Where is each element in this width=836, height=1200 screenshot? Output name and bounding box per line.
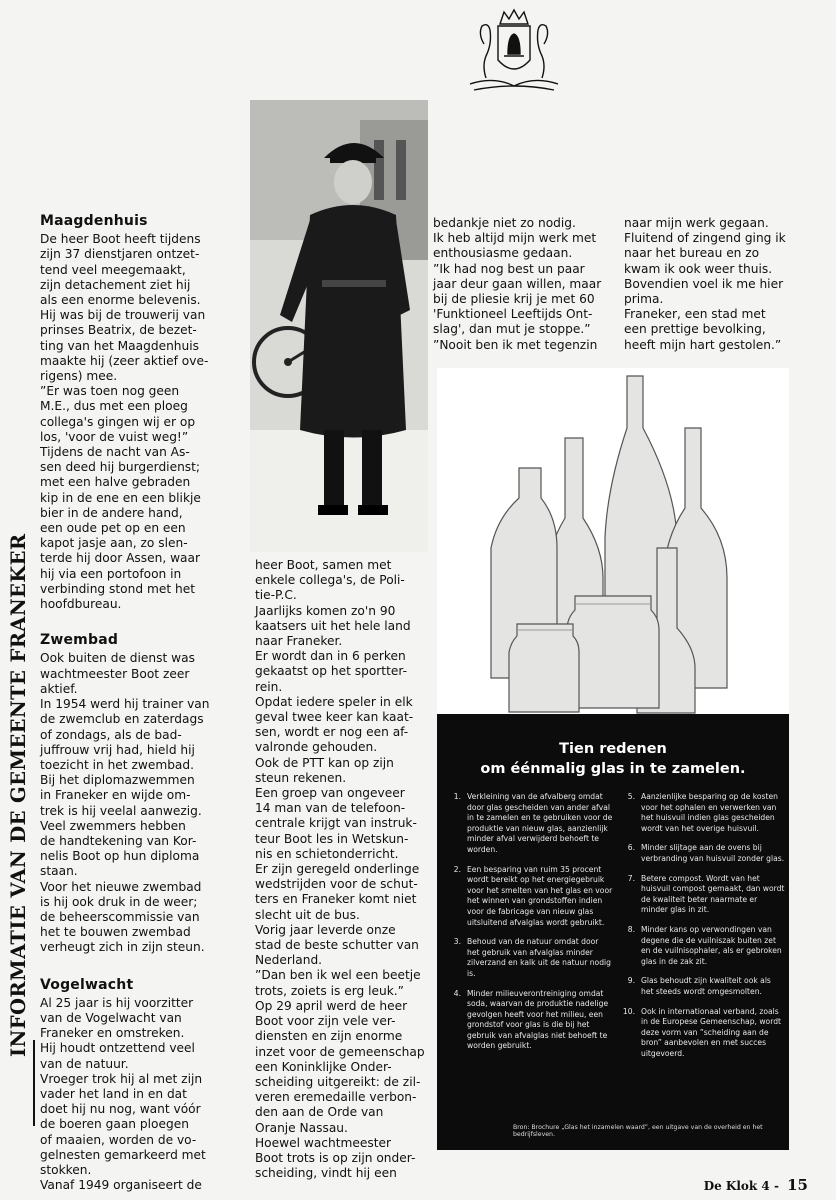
photo-officer bbox=[250, 100, 428, 552]
reason-item bbox=[443, 937, 613, 979]
text-line: Franeker, een stad met bbox=[624, 307, 766, 322]
text-line: rein. bbox=[255, 679, 283, 694]
text-line: sen, wordt er nog een af- bbox=[255, 725, 409, 740]
text-line: of maaien, worden de vo- bbox=[40, 1132, 197, 1147]
text-line: maakte hij (zeer aktief ove- bbox=[40, 353, 209, 368]
text-line: Hij was bij de trouwerij van bbox=[40, 308, 206, 323]
text-line: verbinding stond met het bbox=[40, 581, 195, 596]
column-1 bbox=[40, 214, 240, 1193]
text-line: stad de beste schutter van bbox=[255, 938, 419, 953]
text-line: ”Dan ben ik wel een beetje bbox=[255, 968, 421, 983]
text-line: wachtmeester Boot zeer bbox=[40, 666, 190, 681]
text-line: scheiding, vindt hij een bbox=[255, 1166, 397, 1181]
reason-item bbox=[617, 792, 785, 834]
text-line: bier in de andere hand, bbox=[40, 505, 183, 520]
text-line: teur Boot les in Wetskun- bbox=[255, 831, 409, 846]
text-line: bij de pliesie krij je met 60 bbox=[433, 292, 595, 307]
text-line: tie-P.C. bbox=[255, 588, 297, 603]
text-line: diensten en zijn enorme bbox=[255, 1029, 403, 1044]
text-line: prima. bbox=[624, 292, 664, 307]
text-line: veren eremedaille verbon- bbox=[255, 1090, 417, 1105]
text-line: Al 25 jaar is hij voorzitter bbox=[40, 995, 194, 1010]
text-line: bedankje niet zo nodig. bbox=[433, 216, 576, 230]
text-line: collega's gingen wij er op bbox=[40, 414, 196, 429]
text-line: gekaatst op het sportter- bbox=[255, 664, 407, 679]
text-line: kaatsers uit het hele land bbox=[255, 618, 411, 633]
reason-text: Minder slijtage aan de ovens bij verbranding van huisvuil zonder glas. bbox=[641, 843, 785, 863]
text-line: ”Nooit ben ik met tegenzin bbox=[433, 337, 598, 352]
ad-title: Tien redenen om éénmalig glas in te zamelen. bbox=[480, 741, 746, 777]
reason-item bbox=[443, 989, 613, 1053]
text-line: Er wordt dan in 6 perken bbox=[255, 649, 406, 664]
text-line: kwam ik ook weer thuis. bbox=[624, 261, 773, 276]
text-line: ting van het Maagdenhuis bbox=[40, 338, 199, 353]
column-4 bbox=[624, 216, 792, 353]
text-line: hoofdbureau. bbox=[40, 597, 122, 612]
text-line: Op 29 april werd de heer bbox=[255, 998, 408, 1013]
text-line: Fluitend of zingend ging ik bbox=[624, 231, 786, 246]
heading-vogelwacht: Vogelwacht bbox=[40, 976, 134, 993]
text-line: Ook buiten de dienst was bbox=[40, 651, 195, 666]
reason-number: 9. bbox=[627, 976, 635, 986]
reason-number: 4. bbox=[453, 988, 461, 998]
text-line: naar Franeker. bbox=[255, 634, 343, 649]
text-line: inzet voor de gemeenschap bbox=[255, 1044, 425, 1059]
text-line: De heer Boot heeft tijdens bbox=[40, 232, 201, 247]
text-line: of zondags, als de bad- bbox=[40, 727, 182, 742]
text-line: scheiding uitgereikt: de zil- bbox=[255, 1074, 421, 1089]
text-line: kip in de ene en een blikje bbox=[40, 490, 201, 505]
text-line: wedstrijden voor de schut- bbox=[255, 877, 418, 892]
reason-item bbox=[443, 792, 613, 856]
text-line: Ook de PTT kan op zijn bbox=[255, 755, 394, 770]
text-line: doet hij nu nog, want vóór bbox=[40, 1102, 201, 1117]
reason-item bbox=[443, 865, 613, 929]
text-line: ”Er was toen nog geen bbox=[40, 384, 180, 399]
reason-number: 8. bbox=[627, 924, 635, 934]
text-line: Hoewel wachtmeester bbox=[255, 1135, 391, 1150]
text-line: naar het bureau en zo bbox=[624, 246, 760, 261]
text-line: valronde gehouden. bbox=[255, 740, 378, 755]
column-3 bbox=[433, 216, 611, 353]
text-line: Vorig jaar leverde onze bbox=[255, 922, 396, 937]
reason-item bbox=[617, 1007, 785, 1060]
reason-text: Aanzienlijke besparing op de kosten voor het ophalen en verwerken van het huisvuil indien glas gescheiden wordt van het overige huisvuil. bbox=[641, 792, 778, 833]
text-line: kapot jasje aan, zo slen- bbox=[40, 536, 188, 551]
text-line: nelis Boot op hun diploma bbox=[40, 849, 200, 864]
text-line: ters en Franeker komt niet bbox=[255, 892, 417, 907]
reason-item bbox=[617, 925, 785, 967]
reason-item bbox=[617, 976, 785, 997]
page-footer bbox=[704, 1176, 808, 1194]
text-line: 14 man van de telefoon- bbox=[255, 801, 406, 816]
text-line: naar mijn werk gegaan. bbox=[624, 216, 769, 230]
reason-item bbox=[617, 843, 785, 864]
text-line: Voor het nieuwe zwembad bbox=[40, 879, 202, 894]
heading-zwembad: Zwembad bbox=[40, 632, 119, 649]
text-line: enthousiasme gedaan. bbox=[433, 246, 573, 261]
text-line: terde hij door Assen, waar bbox=[40, 551, 201, 566]
reason-text: Minder milieuverontreiniging omdat soda, waarvan de produktie nadelige gevolgen heeft voor het milieu, een grondstof voor glas is die bij het gebruik van afvalglas niet behoeft te worden gebruikt. bbox=[467, 988, 609, 1051]
publication-name: De Klok 4 bbox=[703, 1179, 770, 1193]
text-line: een Koninklijke Onder- bbox=[255, 1059, 392, 1074]
text-line: Oranje Nassau. bbox=[255, 1120, 348, 1135]
section-body bbox=[40, 996, 240, 1194]
reason-text: Een besparing van ruim 35 procent wordt bereikt op het energiegebruik voor het smelten van het glas en voor het winnen van grondstoffen indien voor de fabricage van nieuw glas uitsluitend afvalglas wordt gebruikt. bbox=[467, 864, 613, 927]
text-line: gelnesten gemarkeerd met bbox=[40, 1147, 206, 1162]
text-line: de zwemclub en zaterdags bbox=[40, 712, 204, 727]
sidebar-title: INFORMATIE VAN DE GEMEENTE FRANEKER bbox=[6, 533, 30, 1057]
text-line: In 1954 werd hij trainer van bbox=[40, 697, 210, 712]
reason-item bbox=[617, 874, 785, 916]
text-line: toezicht in het zwembad. bbox=[40, 757, 195, 772]
reason-number: 5. bbox=[627, 792, 635, 801]
reason-text: Verkleining van de afvalberg omdat door glas gescheiden van ander afval in te zamelen en te gebruiken voor de produktie van nieuw glas, aanzienlijk minder afval verwijderd behoeft te worden. bbox=[467, 792, 613, 854]
heading-maagdenhuis: Maagdenhuis bbox=[40, 213, 148, 229]
text-line: zijn 37 dienstjaren ontzet- bbox=[40, 247, 200, 262]
text-line: trots, zoiets is erg leuk.” bbox=[255, 983, 404, 998]
text-line: verheugt zich in zijn steun. bbox=[40, 940, 205, 955]
text-line: Boot voor zijn vele ver- bbox=[255, 1014, 396, 1029]
text-line: Opdat iedere speler in elk bbox=[255, 694, 413, 709]
reason-number: 3. bbox=[453, 937, 461, 947]
text-line: aktief. bbox=[40, 681, 78, 696]
ad-source: Bron: Brochure „Glas het inzamelen waard”, een uitgave van de overheid en het bedrijfsleven. bbox=[513, 1124, 763, 1138]
reason-text: Glas behoudt zijn kwaliteit ook als het steeds wordt omgesmolten. bbox=[641, 976, 771, 996]
reason-number: 2. bbox=[453, 864, 461, 874]
column-2 bbox=[255, 558, 435, 1181]
text-line: als een enorme belevenis. bbox=[40, 293, 201, 308]
text-line: sen deed hij burgerdienst; bbox=[40, 460, 201, 475]
text-line: rigens) mee. bbox=[40, 369, 118, 384]
text-line: Bovendien voel ik me hier bbox=[624, 276, 784, 291]
text-line: heer Boot, samen met bbox=[255, 558, 392, 572]
text-line: een prettige bevolking, bbox=[624, 322, 766, 337]
text-line: met een halve gebraden bbox=[40, 475, 191, 490]
text-line: prinses Beatrix, de bezet- bbox=[40, 323, 197, 338]
text-line: het te bouwen zwembad bbox=[40, 925, 191, 940]
text-line: den aan de Orde van bbox=[255, 1105, 384, 1120]
section-body bbox=[40, 232, 240, 612]
text-line: Boot trots is op zijn onder- bbox=[255, 1150, 416, 1165]
text-line: ”Ik had nog best un paar bbox=[433, 261, 585, 276]
text-line: jaar deur gaan willen, maar bbox=[433, 276, 602, 291]
text-line: staan. bbox=[40, 864, 78, 879]
reason-number: 1. bbox=[453, 792, 461, 801]
text-line: Franeker en omstreken. bbox=[40, 1026, 185, 1041]
text-line: Vanaf 1949 organiseert de bbox=[40, 1178, 202, 1193]
text-line: van de natuur. bbox=[40, 1056, 129, 1071]
text-line: Tijdens de nacht van As- bbox=[40, 445, 190, 460]
text-line: los, 'voor de vuist weg!” bbox=[40, 429, 189, 444]
text-line: Nederland. bbox=[255, 953, 323, 968]
text-line: van de Vogelwacht van bbox=[40, 1010, 182, 1025]
text-line: slag', dan mut je stoppe.” bbox=[433, 322, 591, 337]
reasons-right bbox=[617, 792, 785, 1068]
reason-text: Betere compost. Wordt van het huisvuil compost gemaakt, dan wordt de kwaliteit beter naarmate er minder glas in zit. bbox=[641, 873, 785, 915]
text-line: hij via een portofoon in bbox=[40, 566, 182, 581]
text-line: Ik heb altijd mijn werk met bbox=[433, 231, 597, 246]
page-number: 15 bbox=[787, 1176, 808, 1194]
text-line: slecht uit de bus. bbox=[255, 907, 360, 922]
text-line: Vroeger trok hij al met zijn bbox=[40, 1071, 203, 1086]
reason-number: 6. bbox=[627, 843, 635, 853]
text-line: geval twee keer kan kaat- bbox=[255, 710, 414, 725]
text-line: de beheerscommissie van bbox=[40, 909, 200, 924]
text-line: juffrouw vrij had, hield hij bbox=[40, 742, 195, 757]
reason-number: 10. bbox=[622, 1006, 635, 1016]
sidebar-rule bbox=[33, 1040, 35, 1126]
text-line: stokken. bbox=[40, 1162, 92, 1177]
text-line: een oude pet op en een bbox=[40, 521, 186, 536]
reason-text: Ook in internationaal verband, zoals in de Europese Gemeenschap, wordt deze vorm van ”scheiding aan de bron” aanbevolen en met succes uitgevoerd. bbox=[641, 1006, 781, 1058]
reasons-left bbox=[443, 792, 613, 1061]
text-line: M.E., dus met een ploeg bbox=[40, 399, 188, 414]
text-line: enkele collega's, de Poli- bbox=[255, 573, 405, 588]
footer-separator: - bbox=[773, 1179, 779, 1193]
text-line: trek is hij veelal aanwezig. bbox=[40, 803, 202, 818]
reason-number: 7. bbox=[627, 873, 635, 883]
text-line: is hij ook druk in de weer; bbox=[40, 894, 198, 909]
glass-bottles-illustration bbox=[437, 368, 789, 714]
reason-text: Behoud van de natuur omdat door het gebruik van afvalglas minder zilverzand en kalk uit de natuur nodig is. bbox=[467, 937, 611, 978]
text-line: centrale krijgt van instruk- bbox=[255, 816, 417, 831]
section-body bbox=[40, 651, 240, 955]
ad-reasons-panel bbox=[437, 714, 789, 1150]
text-line: zijn detachement ziet hij bbox=[40, 277, 191, 292]
text-line: Veel zwemmers hebben bbox=[40, 818, 186, 833]
text-line: vader het land in en dat bbox=[40, 1086, 187, 1101]
text-line: 'Funktioneel Leeftijds Ont- bbox=[433, 307, 593, 322]
reason-text: Minder kans op verwondingen van degene die de vuilniszak buiten zet en de vuilnisophaler, als er gebroken glas in de zak zit. bbox=[641, 924, 782, 966]
text-line: in Franeker en wijde om- bbox=[40, 788, 191, 803]
text-line: tend veel meegemaakt, bbox=[40, 262, 186, 277]
text-line: nis en schietonderricht. bbox=[255, 846, 399, 861]
text-line: Er zijn geregeld onderlinge bbox=[255, 862, 420, 877]
text-line: steun rekenen. bbox=[255, 770, 347, 785]
text-line: Bij het diplomazwemmen bbox=[40, 773, 195, 788]
text-line: de boeren gaan ploegen bbox=[40, 1117, 189, 1132]
text-line: de handtekening van Kor- bbox=[40, 833, 197, 848]
text-line: Hij houdt ontzettend veel bbox=[40, 1041, 195, 1056]
text-line: heeft mijn hart gestolen.” bbox=[624, 337, 782, 352]
text-line: Jaarlijks komen zo'n 90 bbox=[255, 603, 396, 618]
text-line: Een groep van ongeveer bbox=[255, 786, 405, 801]
glass-recycling-advertisement bbox=[437, 368, 789, 1150]
coat-of-arms-icon bbox=[464, 4, 564, 96]
